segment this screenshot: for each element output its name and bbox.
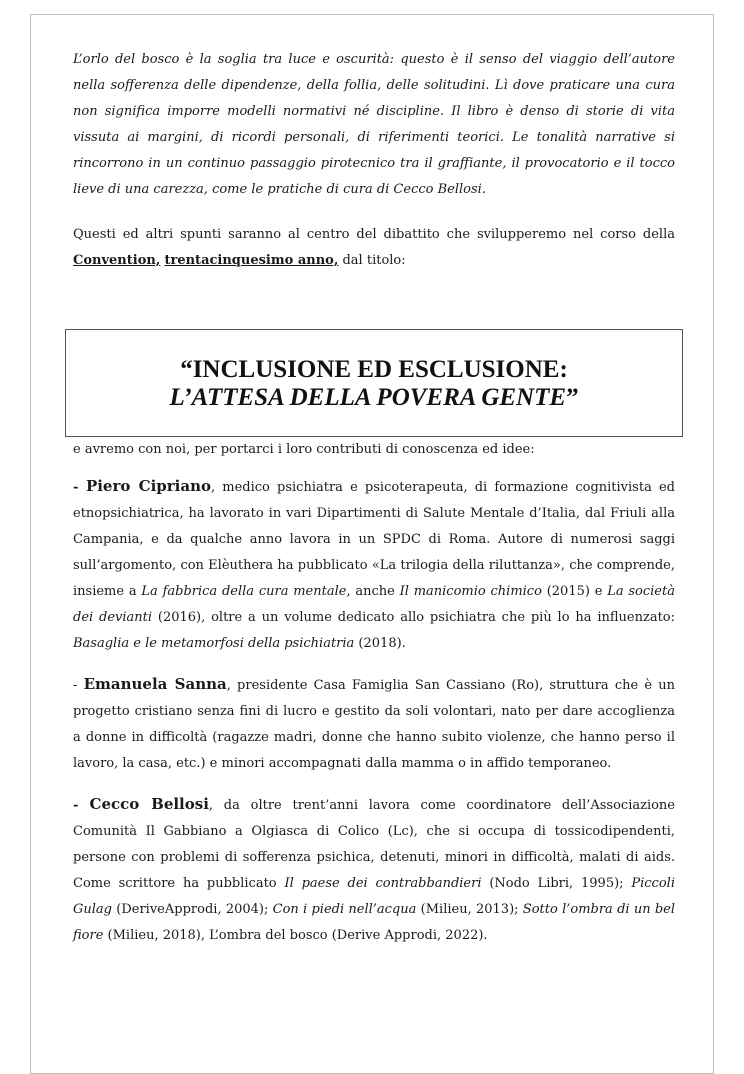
book-title: Piccoli Gulag bbox=[73, 876, 675, 917]
speaker-bio-text: (2015) e bbox=[541, 584, 608, 599]
lead-text-before: Questi ed altri spunti saranno al centro del dibattito che svilupperemo nel corso della bbox=[73, 227, 675, 242]
speaker-bio-text: , da oltre trent’anni lavora come coordinatore dell’Associazione Comunità Il Gabbiano a Olgiasca di Colico (Lc), che si occupa di tossicodipendenti, persone con problemi di sofferenza psichica, detenuti, minori in difficoltà, malati di aids. Come scrittore ha pubblicato bbox=[73, 798, 675, 891]
speaker-bio-text: (DeriveApprodi, 2004); bbox=[112, 902, 273, 917]
event-title-close-quote: ” bbox=[566, 384, 579, 411]
speaker-paragraph bbox=[73, 473, 675, 657]
speaker-name: Piero Cipriano bbox=[85, 477, 211, 495]
speaker-dash: - bbox=[73, 798, 90, 813]
speaker-name: Cecco Bellosi bbox=[89, 795, 209, 813]
speaker-bio-text: (Nodo Libri, 1995); bbox=[481, 876, 632, 891]
event-title-box bbox=[65, 329, 683, 437]
anniversary-label: trentacinquesimo anno, bbox=[164, 253, 339, 268]
speaker-bio-text: (Milieu, 2013); bbox=[416, 902, 523, 917]
book-title: Con i piedi nell’acqua bbox=[272, 902, 417, 917]
intro-paragraph: L’orlo del bosco è la soglia tra luce e oscurità: questo è il senso del viaggio dell’autore nella sofferenza delle dipendenze, della follia, delle solitudini. Lì dove praticare una cura non significa imporre modelli normativi né discipline. Il libro è denso di storie di vita vissuta ai margini, di ricordi personali, di riferimenti teorici. Le tonalità narrative si rincorrono in un continuo passaggio pirotecnico tra il graffiante, il provocatorio e il tocco lieve di una carezza, come le pratiche di cura di Cecco Bellosi. bbox=[73, 52, 675, 197]
book-title: Il paese dei contrabbandieri bbox=[284, 876, 482, 891]
guests-section bbox=[73, 437, 675, 949]
book-title: La fabbrica della cura mentale bbox=[141, 584, 347, 599]
speaker-paragraph bbox=[73, 791, 675, 949]
book-title: La società dei devianti bbox=[73, 584, 675, 625]
speaker-bio-text: , presidente Casa Famiglia San Cassiano (Ro), struttura che è un progetto cristiano senza fini di lucro e gestito da soli volontari, nato per dare accoglienza a donne in difficoltà (ragazze madri, donne che hanno subito violenze, che hanno perso il lavoro, la casa, etc.) e minori accompagnati dalla mamma o in affido temporaneo. bbox=[73, 678, 675, 771]
document-page bbox=[30, 14, 714, 1074]
event-title-line2-italic: L’ATTESA DELLA POVERA GENTE bbox=[169, 384, 567, 411]
speaker-name: Emanuela Sanna bbox=[83, 675, 227, 693]
event-title-line2 bbox=[66, 384, 682, 412]
convention-label: Convention, bbox=[73, 253, 161, 268]
guests-intro: e avremo con noi, per portarci i loro contributi di conoscenza ed idee: bbox=[73, 442, 535, 457]
event-title-line1: “INCLUSIONE ED ESCLUSIONE: bbox=[180, 356, 568, 383]
book-title: Il manicomio chimico bbox=[399, 584, 542, 599]
book-title: Basaglia e le metamorfosi della psichiatria bbox=[73, 636, 355, 651]
lead-text-after: dal titolo: bbox=[338, 253, 406, 268]
document-content bbox=[73, 47, 676, 943]
speaker-bio-text: , medico psichiatra e psicoterapeuta, di formazione cognitivista ed etnopsichiatrica, ha lavorato in vari Dipartimenti di Salute Mentale d’Italia, dal Friuli alla Campania, e da qualche anno lavora in un SPDC di Roma. Autore di numerosi saggi sull’argomento, con Elèuthera ha pubblicato «La trilogia della riluttanza», che comprende, insieme a bbox=[73, 480, 676, 599]
speaker-bio-text: (2018). bbox=[354, 636, 406, 651]
speaker-dash: - bbox=[73, 480, 86, 495]
speaker-bio-text: (2016), oltre a un volume dedicato allo psichiatra che più lo ha influenzato: bbox=[152, 610, 676, 625]
book-title: Sotto l’ombra di un bel fiore bbox=[73, 902, 676, 943]
speaker-bio-text: (Milieu, 2018), L’ombra del bosco (Derive Approdi, 2022). bbox=[103, 928, 488, 943]
speaker-bio-text: , anche bbox=[346, 584, 400, 599]
lead-paragraph bbox=[73, 222, 675, 274]
speaker-dash: - bbox=[73, 678, 84, 693]
speaker-paragraph bbox=[73, 671, 675, 777]
